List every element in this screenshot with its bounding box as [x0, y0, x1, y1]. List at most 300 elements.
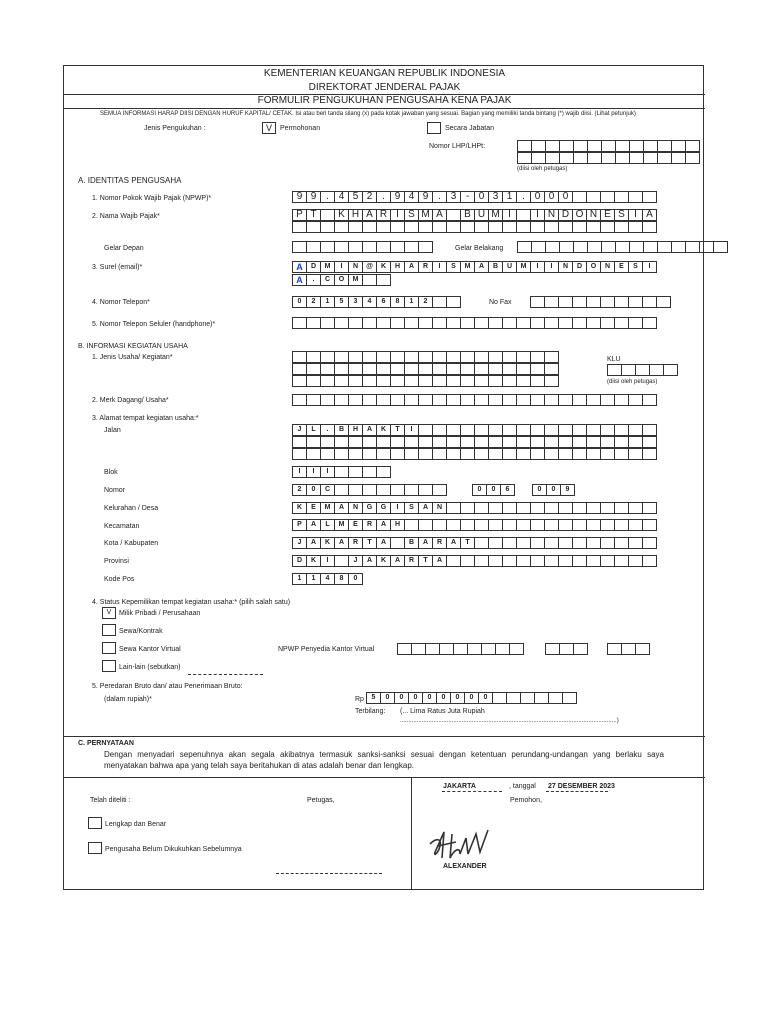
char-box[interactable]: I — [404, 424, 419, 436]
char-box[interactable] — [586, 424, 601, 436]
sewa-virtual-checkbox[interactable] — [102, 642, 116, 654]
char-box[interactable]: A — [362, 424, 377, 436]
char-box[interactable] — [544, 317, 559, 329]
char-box[interactable]: A — [474, 261, 489, 273]
char-box[interactable]: M — [320, 261, 335, 273]
char-box[interactable] — [306, 394, 321, 406]
char-box[interactable] — [425, 643, 440, 655]
char-box[interactable]: U — [502, 261, 517, 273]
char-box[interactable] — [362, 363, 377, 375]
nama-boxes-row1[interactable] — [292, 209, 656, 221]
char-box[interactable] — [334, 484, 349, 496]
char-box[interactable] — [558, 394, 573, 406]
char-box[interactable] — [517, 140, 532, 152]
char-box[interactable]: I — [320, 466, 335, 478]
milik-pribadi-checkbox[interactable]: V — [102, 607, 116, 619]
surel-boxes-row1[interactable] — [292, 261, 656, 273]
char-box[interactable] — [586, 394, 601, 406]
char-box[interactable] — [432, 484, 447, 496]
char-box[interactable]: A — [306, 519, 321, 531]
char-box[interactable]: 0 — [348, 573, 363, 585]
char-box[interactable] — [474, 424, 489, 436]
char-box[interactable] — [376, 363, 391, 375]
char-box[interactable]: 0 — [380, 692, 395, 704]
char-box[interactable] — [446, 436, 461, 448]
char-box[interactable] — [572, 502, 587, 514]
char-box[interactable]: N — [348, 261, 363, 273]
char-box[interactable] — [474, 519, 489, 531]
char-box[interactable] — [460, 448, 475, 460]
char-box[interactable] — [642, 317, 657, 329]
char-box[interactable] — [558, 436, 573, 448]
char-box[interactable]: N — [348, 502, 363, 514]
char-box[interactable] — [586, 436, 601, 448]
char-box[interactable] — [320, 394, 335, 406]
char-box[interactable] — [629, 140, 644, 152]
char-box[interactable] — [432, 519, 447, 531]
char-box[interactable] — [446, 555, 461, 567]
char-box[interactable] — [418, 351, 433, 363]
char-box[interactable] — [320, 436, 335, 448]
char-box[interactable] — [390, 241, 405, 253]
char-box[interactable]: L — [320, 519, 335, 531]
merk-boxes[interactable] — [292, 394, 656, 406]
char-box[interactable]: S — [614, 209, 629, 221]
char-box[interactable] — [531, 140, 546, 152]
char-box[interactable]: E — [348, 519, 363, 531]
char-box[interactable] — [628, 519, 643, 531]
char-box[interactable]: 1 — [404, 296, 419, 308]
char-box[interactable]: O — [572, 209, 587, 221]
char-box[interactable] — [657, 152, 672, 164]
npwp-virtual-boxes2[interactable] — [545, 643, 587, 655]
char-box[interactable] — [348, 394, 363, 406]
lengkap-checkbox[interactable] — [88, 817, 102, 829]
char-box[interactable] — [586, 317, 601, 329]
char-box[interactable] — [558, 555, 573, 567]
char-box[interactable] — [348, 317, 363, 329]
npwp-boxes[interactable] — [292, 191, 656, 203]
char-box[interactable] — [432, 448, 447, 460]
char-box[interactable] — [628, 555, 643, 567]
lhp-boxes-row1[interactable] — [517, 140, 699, 152]
char-box[interactable]: 3 — [348, 296, 363, 308]
char-box[interactable]: A — [362, 209, 377, 221]
provinsi-boxes[interactable] — [292, 555, 656, 567]
char-box[interactable] — [643, 140, 658, 152]
char-box[interactable]: B — [334, 424, 349, 436]
char-box[interactable]: R — [376, 209, 391, 221]
char-box[interactable] — [614, 519, 629, 531]
char-box[interactable]: . — [306, 274, 321, 286]
char-box[interactable] — [685, 241, 700, 253]
kelurahan-boxes[interactable] — [292, 502, 656, 514]
char-box[interactable] — [446, 351, 461, 363]
char-box[interactable] — [292, 375, 307, 387]
char-box[interactable] — [362, 394, 377, 406]
char-box[interactable] — [600, 537, 615, 549]
char-box[interactable] — [530, 502, 545, 514]
char-box[interactable] — [558, 296, 573, 308]
char-box[interactable] — [601, 152, 616, 164]
char-box[interactable] — [306, 448, 321, 460]
char-box[interactable]: I — [432, 261, 447, 273]
char-box[interactable] — [460, 375, 475, 387]
char-box[interactable] — [635, 364, 650, 376]
char-box[interactable] — [292, 436, 307, 448]
char-box[interactable] — [432, 296, 447, 308]
char-box[interactable]: H — [390, 519, 405, 531]
npwp-virtual-boxes1[interactable] — [397, 643, 523, 655]
char-box[interactable]: J — [292, 537, 307, 549]
char-box[interactable]: T — [460, 537, 475, 549]
char-box[interactable] — [474, 221, 489, 233]
char-box[interactable]: A — [376, 519, 391, 531]
char-box[interactable]: C — [320, 274, 335, 286]
char-box[interactable]: I — [642, 261, 657, 273]
char-box[interactable]: A — [432, 209, 447, 221]
char-box[interactable] — [334, 317, 349, 329]
char-box[interactable] — [320, 221, 335, 233]
char-box[interactable] — [628, 448, 643, 460]
jalan-row3[interactable] — [292, 448, 656, 460]
char-box[interactable] — [474, 436, 489, 448]
char-box[interactable] — [586, 448, 601, 460]
char-box[interactable] — [544, 394, 559, 406]
char-box[interactable] — [376, 375, 391, 387]
char-box[interactable] — [614, 555, 629, 567]
char-box[interactable] — [446, 296, 461, 308]
char-box[interactable]: I — [544, 261, 559, 273]
char-box[interactable] — [544, 555, 559, 567]
char-box[interactable] — [642, 502, 657, 514]
char-box[interactable] — [516, 424, 531, 436]
char-box[interactable] — [390, 363, 405, 375]
char-box[interactable] — [446, 221, 461, 233]
char-box[interactable] — [530, 436, 545, 448]
char-box[interactable] — [516, 502, 531, 514]
char-box[interactable] — [530, 351, 545, 363]
char-box[interactable] — [572, 436, 587, 448]
char-box[interactable] — [628, 537, 643, 549]
char-box[interactable] — [390, 484, 405, 496]
char-box[interactable] — [509, 643, 524, 655]
char-box[interactable] — [586, 296, 601, 308]
char-box[interactable]: 0 — [292, 296, 307, 308]
char-box[interactable] — [306, 221, 321, 233]
char-box[interactable]: A — [390, 555, 405, 567]
char-box[interactable] — [621, 643, 636, 655]
char-box[interactable] — [502, 351, 517, 363]
char-box[interactable] — [334, 221, 349, 233]
char-box[interactable] — [685, 152, 700, 164]
char-box[interactable]: I — [292, 466, 307, 478]
char-box[interactable] — [615, 152, 630, 164]
char-box[interactable] — [642, 394, 657, 406]
char-box[interactable] — [516, 375, 531, 387]
char-box[interactable] — [600, 221, 615, 233]
char-box[interactable]: K — [292, 502, 307, 514]
jenis-usaha-row1[interactable] — [292, 351, 558, 363]
char-box[interactable] — [404, 394, 419, 406]
gelar-depan-boxes[interactable] — [292, 241, 432, 253]
char-box[interactable] — [362, 351, 377, 363]
char-box[interactable] — [292, 241, 307, 253]
char-box[interactable] — [418, 394, 433, 406]
char-box[interactable] — [502, 375, 517, 387]
char-box[interactable] — [488, 317, 503, 329]
telp-boxes[interactable] — [292, 296, 460, 308]
char-box[interactable]: K — [306, 555, 321, 567]
char-box[interactable] — [643, 241, 658, 253]
char-box[interactable]: A — [642, 209, 657, 221]
char-box[interactable] — [544, 519, 559, 531]
char-box[interactable] — [432, 375, 447, 387]
char-box[interactable] — [530, 448, 545, 460]
char-box[interactable] — [530, 394, 545, 406]
char-box[interactable] — [516, 209, 531, 221]
char-box[interactable] — [530, 519, 545, 531]
char-box[interactable] — [671, 152, 686, 164]
char-box[interactable]: B — [404, 537, 419, 549]
char-box[interactable] — [460, 394, 475, 406]
char-box[interactable] — [460, 555, 475, 567]
char-box[interactable]: R — [404, 555, 419, 567]
char-box[interactable] — [517, 241, 532, 253]
char-box[interactable] — [446, 317, 461, 329]
char-box[interactable]: 2 — [306, 296, 321, 308]
char-box[interactable] — [643, 152, 658, 164]
char-box[interactable] — [545, 140, 560, 152]
klu-boxes[interactable] — [607, 364, 677, 376]
char-box[interactable]: . — [516, 191, 531, 203]
char-box[interactable] — [586, 555, 601, 567]
char-box[interactable] — [362, 375, 377, 387]
surel-boxes-row2[interactable] — [292, 274, 390, 286]
char-box[interactable] — [292, 448, 307, 460]
char-box[interactable] — [573, 241, 588, 253]
char-box[interactable] — [600, 519, 615, 531]
belum-dikukuhkan-checkbox[interactable] — [88, 842, 102, 854]
char-box[interactable]: 8 — [334, 573, 349, 585]
char-box[interactable] — [390, 317, 405, 329]
char-box[interactable] — [628, 394, 643, 406]
char-box[interactable] — [614, 436, 629, 448]
char-box[interactable] — [587, 140, 602, 152]
char-box[interactable]: 5 — [348, 191, 363, 203]
char-box[interactable] — [432, 351, 447, 363]
char-box[interactable]: M — [320, 502, 335, 514]
hp-boxes[interactable] — [292, 317, 656, 329]
char-box[interactable] — [600, 394, 615, 406]
char-box[interactable] — [320, 363, 335, 375]
char-box[interactable]: A — [362, 555, 377, 567]
char-box[interactable]: - — [460, 191, 475, 203]
char-box[interactable] — [558, 448, 573, 460]
char-box[interactable]: 2 — [292, 484, 307, 496]
char-box[interactable] — [320, 351, 335, 363]
char-box[interactable] — [418, 448, 433, 460]
char-box[interactable] — [488, 424, 503, 436]
char-box[interactable] — [362, 241, 377, 253]
char-box[interactable] — [348, 448, 363, 460]
char-box[interactable]: I — [628, 209, 643, 221]
char-box[interactable] — [530, 555, 545, 567]
char-box[interactable] — [404, 375, 419, 387]
char-box[interactable] — [713, 241, 728, 253]
char-box[interactable] — [614, 221, 629, 233]
char-box[interactable] — [642, 221, 657, 233]
char-box[interactable] — [614, 296, 629, 308]
char-box[interactable] — [390, 448, 405, 460]
char-box[interactable] — [376, 274, 391, 286]
char-box[interactable] — [544, 424, 559, 436]
char-box[interactable] — [404, 484, 419, 496]
char-box[interactable] — [516, 519, 531, 531]
char-box[interactable] — [306, 317, 321, 329]
char-box[interactable] — [559, 140, 574, 152]
char-box[interactable] — [460, 317, 475, 329]
char-box[interactable]: L — [306, 424, 321, 436]
char-box[interactable] — [292, 221, 307, 233]
char-box[interactable] — [600, 296, 615, 308]
char-box[interactable] — [348, 436, 363, 448]
char-box[interactable]: I — [390, 502, 405, 514]
char-box[interactable] — [432, 436, 447, 448]
char-box[interactable] — [615, 140, 630, 152]
char-box[interactable] — [628, 424, 643, 436]
char-box[interactable] — [586, 519, 601, 531]
char-box[interactable] — [446, 448, 461, 460]
char-box[interactable]: 0 — [436, 692, 451, 704]
sewa-kontrak-checkbox[interactable] — [102, 624, 116, 636]
char-box[interactable]: N — [600, 261, 615, 273]
char-box[interactable] — [446, 209, 461, 221]
char-box[interactable]: 2 — [362, 191, 377, 203]
fax-boxes[interactable] — [530, 296, 670, 308]
char-box[interactable]: A — [334, 502, 349, 514]
char-box[interactable] — [572, 221, 587, 233]
char-box[interactable] — [572, 555, 587, 567]
char-box[interactable]: 0 — [546, 484, 561, 496]
char-box[interactable] — [404, 221, 419, 233]
char-box[interactable]: . — [320, 424, 335, 436]
char-box[interactable] — [474, 363, 489, 375]
char-box[interactable] — [390, 375, 405, 387]
char-box[interactable] — [573, 152, 588, 164]
char-box[interactable] — [334, 394, 349, 406]
char-box[interactable] — [600, 502, 615, 514]
char-box[interactable]: 0 — [394, 692, 409, 704]
char-box[interactable]: I — [390, 209, 405, 221]
char-box[interactable]: 0 — [544, 191, 559, 203]
char-box[interactable] — [628, 502, 643, 514]
char-box[interactable] — [320, 375, 335, 387]
char-box[interactable] — [488, 351, 503, 363]
char-box[interactable] — [467, 643, 482, 655]
char-box[interactable] — [439, 643, 454, 655]
char-box[interactable] — [629, 152, 644, 164]
char-box[interactable] — [488, 519, 503, 531]
char-box[interactable] — [418, 436, 433, 448]
char-box[interactable]: 0 — [408, 692, 423, 704]
char-box[interactable]: . — [432, 191, 447, 203]
char-box[interactable] — [628, 296, 643, 308]
char-box[interactable]: . — [376, 191, 391, 203]
char-box[interactable] — [562, 692, 577, 704]
char-box[interactable] — [376, 221, 391, 233]
char-box[interactable]: T — [418, 555, 433, 567]
char-box[interactable] — [460, 221, 475, 233]
char-box[interactable] — [348, 221, 363, 233]
char-box[interactable] — [586, 191, 601, 203]
char-box[interactable] — [545, 241, 560, 253]
char-box[interactable] — [348, 363, 363, 375]
char-box[interactable] — [520, 692, 535, 704]
char-box[interactable]: H — [348, 209, 363, 221]
char-box[interactable] — [516, 351, 531, 363]
char-box[interactable] — [404, 317, 419, 329]
char-box[interactable] — [502, 317, 517, 329]
char-box[interactable] — [488, 537, 503, 549]
char-box[interactable] — [516, 436, 531, 448]
char-box[interactable] — [628, 221, 643, 233]
char-box[interactable] — [418, 519, 433, 531]
char-box[interactable] — [572, 317, 587, 329]
char-box[interactable] — [531, 152, 546, 164]
char-box[interactable]: 9 — [390, 191, 405, 203]
char-box[interactable] — [502, 502, 517, 514]
char-box[interactable] — [573, 140, 588, 152]
char-box[interactable] — [516, 394, 531, 406]
char-box[interactable]: 3 — [446, 191, 461, 203]
char-box[interactable] — [614, 191, 629, 203]
char-box[interactable] — [530, 537, 545, 549]
char-box[interactable] — [572, 296, 587, 308]
char-box[interactable] — [492, 692, 507, 704]
char-box[interactable] — [334, 351, 349, 363]
char-box[interactable] — [404, 448, 419, 460]
char-box[interactable]: @ — [362, 261, 377, 273]
char-box[interactable]: B — [488, 261, 503, 273]
char-box[interactable]: T — [362, 537, 377, 549]
jalan-row2[interactable] — [292, 436, 656, 448]
char-box[interactable] — [481, 643, 496, 655]
char-box[interactable] — [432, 363, 447, 375]
char-box[interactable] — [320, 209, 335, 221]
blok-boxes[interactable] — [292, 466, 390, 478]
char-box[interactable] — [502, 555, 517, 567]
nama-boxes-row2[interactable] — [292, 221, 656, 233]
char-box[interactable] — [348, 375, 363, 387]
char-box[interactable] — [418, 241, 433, 253]
char-box[interactable] — [516, 363, 531, 375]
char-box[interactable] — [600, 191, 615, 203]
char-box[interactable] — [628, 191, 643, 203]
char-box[interactable]: K — [320, 537, 335, 549]
jenis-usaha-row2[interactable] — [292, 363, 558, 375]
char-box[interactable] — [348, 351, 363, 363]
char-box[interactable] — [432, 424, 447, 436]
char-box[interactable] — [628, 436, 643, 448]
char-box[interactable] — [418, 484, 433, 496]
secara-jabatan-checkbox[interactable] — [427, 122, 441, 134]
char-box[interactable] — [320, 317, 335, 329]
char-box[interactable] — [474, 375, 489, 387]
char-box[interactable]: I — [306, 466, 321, 478]
char-box[interactable]: 2 — [418, 296, 433, 308]
char-box[interactable] — [502, 424, 517, 436]
